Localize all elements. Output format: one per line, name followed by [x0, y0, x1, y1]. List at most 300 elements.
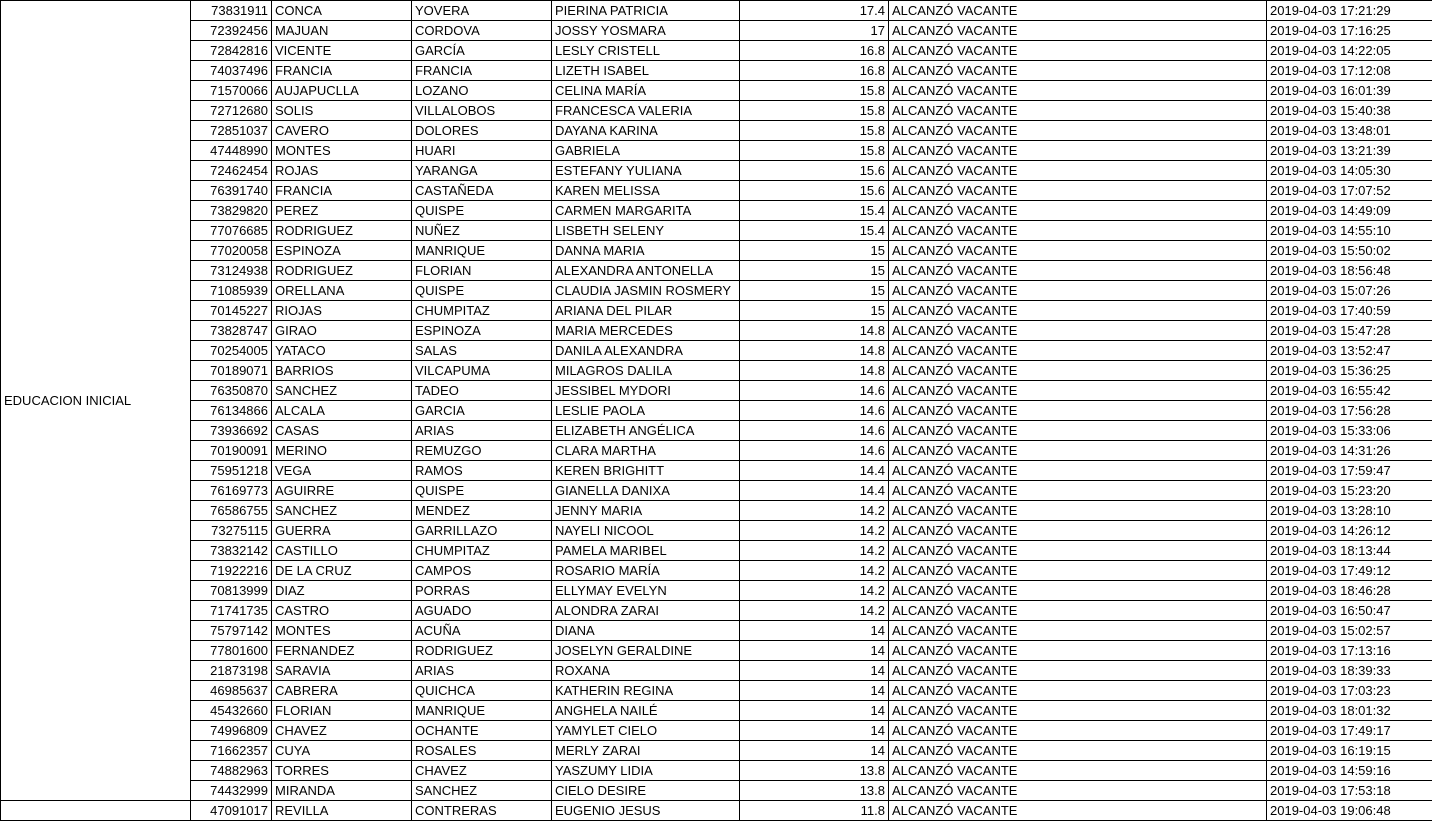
timestamp-cell[interactable]: 2019-04-03 18:13:44: [1267, 541, 1432, 561]
paternal-surname-cell[interactable]: YATACO: [272, 341, 412, 361]
maternal-surname-cell[interactable]: YARANGA: [412, 161, 552, 181]
maternal-surname-cell[interactable]: CHAVEZ: [412, 761, 552, 781]
maternal-surname-cell[interactable]: CAMPOS: [412, 561, 552, 581]
paternal-surname-cell[interactable]: PEREZ: [272, 201, 412, 221]
paternal-surname-cell[interactable]: CONCA: [272, 1, 412, 21]
score-cell[interactable]: 14.2: [740, 561, 889, 581]
maternal-surname-cell[interactable]: SANCHEZ: [412, 781, 552, 801]
paternal-surname-cell[interactable]: FERNANDEZ: [272, 641, 412, 661]
maternal-surname-cell[interactable]: MENDEZ: [412, 501, 552, 521]
table-row: [1, 461, 1432, 481]
table-row: [1, 101, 1432, 121]
dni-cell[interactable]: 71085939: [191, 281, 272, 301]
given-names-cell[interactable]: FRANCESCA VALERIA: [552, 101, 740, 121]
score-cell[interactable]: 14.2: [740, 581, 889, 601]
score-cell[interactable]: 17.4: [740, 1, 889, 21]
given-names-cell[interactable]: MILAGROS DALILA: [552, 361, 740, 381]
timestamp-cell[interactable]: 2019-04-03 13:52:47: [1267, 341, 1432, 361]
score-cell[interactable]: 16.8: [740, 41, 889, 61]
score-cell[interactable]: 15.8: [740, 101, 889, 121]
status-cell[interactable]: ALCANZÓ VACANTE: [889, 601, 1267, 621]
maternal-surname-cell[interactable]: NUÑEZ: [412, 221, 552, 241]
timestamp-cell[interactable]: 2019-04-03 14:55:10: [1267, 221, 1432, 241]
given-names-cell[interactable]: PAMELA MARIBEL: [552, 541, 740, 561]
paternal-surname-cell[interactable]: BARRIOS: [272, 361, 412, 381]
score-cell[interactable]: 14: [740, 721, 889, 741]
timestamp-cell[interactable]: 2019-04-03 13:48:01: [1267, 121, 1432, 141]
given-names-cell[interactable]: ALONDRA ZARAI: [552, 601, 740, 621]
score-cell[interactable]: 14.6: [740, 421, 889, 441]
paternal-surname-cell[interactable]: GIRAO: [272, 321, 412, 341]
given-names-cell[interactable]: DIANA: [552, 621, 740, 641]
status-cell[interactable]: ALCANZÓ VACANTE: [889, 281, 1267, 301]
maternal-surname-cell[interactable]: ESPINOZA: [412, 321, 552, 341]
paternal-surname-cell[interactable]: CAVERO: [272, 121, 412, 141]
score-cell[interactable]: 14.2: [740, 541, 889, 561]
dni-cell[interactable]: 45432660: [191, 701, 272, 721]
status-cell[interactable]: ALCANZÓ VACANTE: [889, 621, 1267, 641]
maternal-surname-cell[interactable]: VILLALOBOS: [412, 101, 552, 121]
given-names-cell[interactable]: DANILA ALEXANDRA: [552, 341, 740, 361]
given-names-cell[interactable]: GIANELLA DANIXA: [552, 481, 740, 501]
status-cell[interactable]: ALCANZÓ VACANTE: [889, 261, 1267, 281]
dni-cell[interactable]: 77801600: [191, 641, 272, 661]
maternal-surname-cell[interactable]: FLORIAN: [412, 261, 552, 281]
paternal-surname-cell[interactable]: SANCHEZ: [272, 381, 412, 401]
maternal-surname-cell[interactable]: GARRILLAZO: [412, 521, 552, 541]
score-cell[interactable]: 15.8: [740, 81, 889, 101]
maternal-surname-cell[interactable]: RAMOS: [412, 461, 552, 481]
maternal-surname-cell[interactable]: MANRIQUE: [412, 241, 552, 261]
score-cell[interactable]: 15.8: [740, 121, 889, 141]
timestamp-cell[interactable]: 2019-04-03 17:56:28: [1267, 401, 1432, 421]
score-cell[interactable]: 14.8: [740, 341, 889, 361]
maternal-surname-cell[interactable]: DOLORES: [412, 121, 552, 141]
score-cell[interactable]: 14.6: [740, 401, 889, 421]
dni-cell[interactable]: 46985637: [191, 681, 272, 701]
timestamp-cell[interactable]: 2019-04-03 18:39:33: [1267, 661, 1432, 681]
given-names-cell[interactable]: JESSIBEL MYDORI: [552, 381, 740, 401]
paternal-surname-cell[interactable]: TORRES: [272, 761, 412, 781]
timestamp-cell[interactable]: 2019-04-03 15:40:38: [1267, 101, 1432, 121]
score-cell[interactable]: 14: [740, 741, 889, 761]
dni-cell[interactable]: 72392456: [191, 21, 272, 41]
paternal-surname-cell[interactable]: CASTILLO: [272, 541, 412, 561]
paternal-surname-cell[interactable]: MAJUAN: [272, 21, 412, 41]
maternal-surname-cell[interactable]: ACUÑA: [412, 621, 552, 641]
maternal-surname-cell[interactable]: SALAS: [412, 341, 552, 361]
maternal-surname-cell[interactable]: CASTAÑEDA: [412, 181, 552, 201]
maternal-surname-cell[interactable]: FRANCIA: [412, 61, 552, 81]
table-row: [1, 481, 1432, 501]
dni-cell[interactable]: 73831911: [191, 1, 272, 21]
table-row: [1, 741, 1432, 761]
dni-cell[interactable]: 71922216: [191, 561, 272, 581]
status-cell[interactable]: ALCANZÓ VACANTE: [889, 161, 1267, 181]
status-cell[interactable]: ALCANZÓ VACANTE: [889, 761, 1267, 781]
given-names-cell[interactable]: ELLYMAY EVELYN: [552, 581, 740, 601]
dni-cell[interactable]: 70190091: [191, 441, 272, 461]
paternal-surname-cell[interactable]: ESPINOZA: [272, 241, 412, 261]
score-cell[interactable]: 14.2: [740, 601, 889, 621]
status-cell[interactable]: ALCANZÓ VACANTE: [889, 301, 1267, 321]
table-row: [1, 81, 1432, 101]
maternal-surname-cell[interactable]: REMUZGO: [412, 441, 552, 461]
paternal-surname-cell[interactable]: ALCALA: [272, 401, 412, 421]
status-cell[interactable]: ALCANZÓ VACANTE: [889, 741, 1267, 761]
status-cell[interactable]: ALCANZÓ VACANTE: [889, 361, 1267, 381]
score-cell[interactable]: 14.4: [740, 481, 889, 501]
timestamp-cell[interactable]: 2019-04-03 14:31:26: [1267, 441, 1432, 461]
paternal-surname-cell[interactable]: ROJAS: [272, 161, 412, 181]
table-row: [1, 701, 1432, 721]
dni-cell[interactable]: 75797142: [191, 621, 272, 641]
dni-cell[interactable]: 74432999: [191, 781, 272, 801]
given-names-cell[interactable]: CELINA MARÍA: [552, 81, 740, 101]
given-names-cell[interactable]: GABRIELA: [552, 141, 740, 161]
maternal-surname-cell[interactable]: OCHANTE: [412, 721, 552, 741]
given-names-cell[interactable]: LESLIE PAOLA: [552, 401, 740, 421]
paternal-surname-cell[interactable]: RODRIGUEZ: [272, 261, 412, 281]
paternal-surname-cell[interactable]: FRANCIA: [272, 61, 412, 81]
given-names-cell[interactable]: NAYELI NICOOL: [552, 521, 740, 541]
given-names-cell[interactable]: LISBETH SELENY: [552, 221, 740, 241]
timestamp-cell[interactable]: 2019-04-03 14:22:05: [1267, 41, 1432, 61]
paternal-surname-cell[interactable]: AGUIRRE: [272, 481, 412, 501]
score-cell[interactable]: 14.8: [740, 361, 889, 381]
score-cell[interactable]: 15.4: [740, 221, 889, 241]
dni-cell[interactable]: 76350870: [191, 381, 272, 401]
given-names-cell[interactable]: CLARA MARTHA: [552, 441, 740, 461]
timestamp-cell[interactable]: 2019-04-03 18:56:48: [1267, 261, 1432, 281]
paternal-surname-cell[interactable]: VICENTE: [272, 41, 412, 61]
status-cell[interactable]: ALCANZÓ VACANTE: [889, 661, 1267, 681]
dni-cell[interactable]: 72842816: [191, 41, 272, 61]
dni-cell[interactable]: 71570066: [191, 81, 272, 101]
score-cell[interactable]: 15: [740, 281, 889, 301]
empty-area-cell[interactable]: [1, 801, 191, 821]
score-cell[interactable]: 14.8: [740, 321, 889, 341]
score-cell[interactable]: 15.8: [740, 141, 889, 161]
paternal-surname-cell[interactable]: MONTES: [272, 621, 412, 641]
given-names-cell[interactable]: DAYANA KARINA: [552, 121, 740, 141]
dni-cell[interactable]: 70813999: [191, 581, 272, 601]
paternal-surname-cell[interactable]: MONTES: [272, 141, 412, 161]
paternal-surname-cell[interactable]: MERINO: [272, 441, 412, 461]
dni-cell[interactable]: 77076685: [191, 221, 272, 241]
timestamp-cell[interactable]: 2019-04-03 15:02:57: [1267, 621, 1432, 641]
status-cell[interactable]: ALCANZÓ VACANTE: [889, 181, 1267, 201]
timestamp-cell[interactable]: 2019-04-03 13:28:10: [1267, 501, 1432, 521]
given-names-cell[interactable]: KATHERIN REGINA: [552, 681, 740, 701]
given-names-cell[interactable]: ALEXANDRA ANTONELLA: [552, 261, 740, 281]
paternal-surname-cell[interactable]: CASTRO: [272, 601, 412, 621]
paternal-surname-cell[interactable]: DIAZ: [272, 581, 412, 601]
timestamp-cell[interactable]: 2019-04-03 17:40:59: [1267, 301, 1432, 321]
maternal-surname-cell[interactable]: CHUMPITAZ: [412, 541, 552, 561]
status-cell[interactable]: ALCANZÓ VACANTE: [889, 1, 1267, 21]
maternal-surname-cell[interactable]: AGUADO: [412, 601, 552, 621]
maternal-surname-cell[interactable]: TADEO: [412, 381, 552, 401]
paternal-surname-cell[interactable]: FLORIAN: [272, 701, 412, 721]
given-names-cell[interactable]: CLAUDIA JASMIN ROSMERY: [552, 281, 740, 301]
status-cell[interactable]: ALCANZÓ VACANTE: [889, 561, 1267, 581]
score-cell[interactable]: 14.6: [740, 381, 889, 401]
status-cell[interactable]: ALCANZÓ VACANTE: [889, 801, 1267, 821]
maternal-surname-cell[interactable]: HUARI: [412, 141, 552, 161]
dni-cell[interactable]: 73936692: [191, 421, 272, 441]
timestamp-cell[interactable]: 2019-04-03 19:06:48: [1267, 801, 1432, 821]
given-names-cell[interactable]: ANGHELA NAILÉ: [552, 701, 740, 721]
timestamp-cell[interactable]: 2019-04-03 17:53:18: [1267, 781, 1432, 801]
score-cell[interactable]: 15: [740, 301, 889, 321]
timestamp-cell[interactable]: 2019-04-03 17:07:52: [1267, 181, 1432, 201]
score-cell[interactable]: 14: [740, 701, 889, 721]
timestamp-cell[interactable]: 2019-04-03 15:33:06: [1267, 421, 1432, 441]
paternal-surname-cell[interactable]: MIRANDA: [272, 781, 412, 801]
status-cell[interactable]: ALCANZÓ VACANTE: [889, 481, 1267, 501]
paternal-surname-cell[interactable]: DE LA CRUZ: [272, 561, 412, 581]
score-cell[interactable]: 14.2: [740, 521, 889, 541]
timestamp-cell[interactable]: 2019-04-03 17:49:17: [1267, 721, 1432, 741]
status-cell[interactable]: ALCANZÓ VACANTE: [889, 401, 1267, 421]
timestamp-cell[interactable]: 2019-04-03 18:46:28: [1267, 581, 1432, 601]
score-cell[interactable]: 15: [740, 241, 889, 261]
status-cell[interactable]: ALCANZÓ VACANTE: [889, 41, 1267, 61]
paternal-surname-cell[interactable]: AUJAPUCLLA: [272, 81, 412, 101]
maternal-surname-cell[interactable]: QUISPE: [412, 201, 552, 221]
dni-cell[interactable]: 70254005: [191, 341, 272, 361]
maternal-surname-cell[interactable]: CONTRERAS: [412, 801, 552, 821]
status-cell[interactable]: ALCANZÓ VACANTE: [889, 141, 1267, 161]
given-names-cell[interactable]: CIELO DESIRE: [552, 781, 740, 801]
status-cell[interactable]: ALCANZÓ VACANTE: [889, 201, 1267, 221]
paternal-surname-cell[interactable]: CASAS: [272, 421, 412, 441]
timestamp-cell[interactable]: 2019-04-03 16:19:15: [1267, 741, 1432, 761]
status-cell[interactable]: ALCANZÓ VACANTE: [889, 421, 1267, 441]
given-names-cell[interactable]: KAREN MELISSA: [552, 181, 740, 201]
score-cell[interactable]: 15.6: [740, 181, 889, 201]
timestamp-cell[interactable]: 2019-04-03 17:03:23: [1267, 681, 1432, 701]
given-names-cell[interactable]: YASZUMY LIDIA: [552, 761, 740, 781]
maternal-surname-cell[interactable]: VILCAPUMA: [412, 361, 552, 381]
maternal-surname-cell[interactable]: CHUMPITAZ: [412, 301, 552, 321]
given-names-cell[interactable]: LESLY CRISTELL: [552, 41, 740, 61]
status-cell[interactable]: ALCANZÓ VACANTE: [889, 721, 1267, 741]
given-names-cell[interactable]: LIZETH ISABEL: [552, 61, 740, 81]
status-cell[interactable]: ALCANZÓ VACANTE: [889, 501, 1267, 521]
given-names-cell[interactable]: JOSSY YOSMARA: [552, 21, 740, 41]
score-cell[interactable]: 14.6: [740, 441, 889, 461]
paternal-surname-cell[interactable]: SANCHEZ: [272, 501, 412, 521]
dni-cell[interactable]: 74037496: [191, 61, 272, 81]
dni-cell[interactable]: 73832142: [191, 541, 272, 561]
timestamp-cell[interactable]: 2019-04-03 16:01:39: [1267, 81, 1432, 101]
score-cell[interactable]: 15: [740, 261, 889, 281]
given-names-cell[interactable]: MERLY ZARAI: [552, 741, 740, 761]
dni-cell[interactable]: 70145227: [191, 301, 272, 321]
score-cell[interactable]: 14.2: [740, 501, 889, 521]
score-cell[interactable]: 14: [740, 661, 889, 681]
dni-cell[interactable]: 73828747: [191, 321, 272, 341]
timestamp-cell[interactable]: 2019-04-03 17:59:47: [1267, 461, 1432, 481]
maternal-surname-cell[interactable]: QUICHCA: [412, 681, 552, 701]
status-cell[interactable]: ALCANZÓ VACANTE: [889, 81, 1267, 101]
timestamp-cell[interactable]: 2019-04-03 17:49:12: [1267, 561, 1432, 581]
dni-cell[interactable]: 72712680: [191, 101, 272, 121]
timestamp-cell[interactable]: 2019-04-03 17:16:25: [1267, 21, 1432, 41]
table-row: [1, 141, 1432, 161]
paternal-surname-cell[interactable]: RODRIGUEZ: [272, 221, 412, 241]
dni-cell[interactable]: 71741735: [191, 601, 272, 621]
given-names-cell[interactable]: DANNA MARIA: [552, 241, 740, 261]
timestamp-cell[interactable]: 2019-04-03 14:59:16: [1267, 761, 1432, 781]
table-row: [1, 341, 1432, 361]
timestamp-cell[interactable]: 2019-04-03 17:12:08: [1267, 61, 1432, 81]
status-cell[interactable]: ALCANZÓ VACANTE: [889, 541, 1267, 561]
timestamp-cell[interactable]: 2019-04-03 16:55:42: [1267, 381, 1432, 401]
given-names-cell[interactable]: ELIZABETH ANGÉLICA: [552, 421, 740, 441]
dni-cell[interactable]: 47448990: [191, 141, 272, 161]
dni-cell[interactable]: 71662357: [191, 741, 272, 761]
given-names-cell[interactable]: ROSARIO MARÍA: [552, 561, 740, 581]
status-cell[interactable]: ALCANZÓ VACANTE: [889, 341, 1267, 361]
status-cell[interactable]: ALCANZÓ VACANTE: [889, 241, 1267, 261]
paternal-surname-cell[interactable]: RIOJAS: [272, 301, 412, 321]
dni-cell[interactable]: 73124938: [191, 261, 272, 281]
timestamp-cell[interactable]: 2019-04-03 15:07:26: [1267, 281, 1432, 301]
dni-cell[interactable]: 21873198: [191, 661, 272, 681]
paternal-surname-cell[interactable]: FRANCIA: [272, 181, 412, 201]
maternal-surname-cell[interactable]: YOVERA: [412, 1, 552, 21]
timestamp-cell[interactable]: 2019-04-03 15:50:02: [1267, 241, 1432, 261]
paternal-surname-cell[interactable]: ORELLANA: [272, 281, 412, 301]
given-names-cell[interactable]: MARIA MERCEDES: [552, 321, 740, 341]
paternal-surname-cell[interactable]: CUYA: [272, 741, 412, 761]
score-cell[interactable]: 14: [740, 621, 889, 641]
maternal-surname-cell[interactable]: GARCIA: [412, 401, 552, 421]
given-names-cell[interactable]: ROXANA: [552, 661, 740, 681]
maternal-surname-cell[interactable]: QUISPE: [412, 481, 552, 501]
maternal-surname-cell[interactable]: GARCÍA: [412, 41, 552, 61]
dni-cell[interactable]: 76134866: [191, 401, 272, 421]
status-cell[interactable]: ALCANZÓ VACANTE: [889, 781, 1267, 801]
dni-cell[interactable]: 73829820: [191, 201, 272, 221]
maternal-surname-cell[interactable]: LOZANO: [412, 81, 552, 101]
dni-cell[interactable]: 74882963: [191, 761, 272, 781]
score-cell[interactable]: 14: [740, 681, 889, 701]
timestamp-cell[interactable]: 2019-04-03 16:50:47: [1267, 601, 1432, 621]
dni-cell[interactable]: 47091017: [191, 801, 272, 821]
timestamp-cell[interactable]: 2019-04-03 17:13:16: [1267, 641, 1432, 661]
dni-cell[interactable]: 70189071: [191, 361, 272, 381]
score-cell[interactable]: 17: [740, 21, 889, 41]
paternal-surname-cell[interactable]: CHAVEZ: [272, 721, 412, 741]
table-row: [1, 601, 1432, 621]
table-row: [1, 441, 1432, 461]
timestamp-cell[interactable]: 2019-04-03 13:21:39: [1267, 141, 1432, 161]
table-row: [1, 501, 1432, 521]
area-cell[interactable]: EDUCACION INICIAL: [1, 1, 191, 801]
maternal-surname-cell[interactable]: ARIAS: [412, 661, 552, 681]
timestamp-cell[interactable]: 2019-04-03 18:01:32: [1267, 701, 1432, 721]
dni-cell[interactable]: 76391740: [191, 181, 272, 201]
score-cell[interactable]: 13.8: [740, 781, 889, 801]
given-names-cell[interactable]: CARMEN MARGARITA: [552, 201, 740, 221]
maternal-surname-cell[interactable]: QUISPE: [412, 281, 552, 301]
given-names-cell[interactable]: JOSELYN GERALDINE: [552, 641, 740, 661]
timestamp-cell[interactable]: 2019-04-03 14:49:09: [1267, 201, 1432, 221]
given-names-cell[interactable]: JENNY MARIA: [552, 501, 740, 521]
paternal-surname-cell[interactable]: SARAVIA: [272, 661, 412, 681]
given-names-cell[interactable]: PIERINA PATRICIA: [552, 1, 740, 21]
maternal-surname-cell[interactable]: CORDOVA: [412, 21, 552, 41]
timestamp-cell[interactable]: 2019-04-03 15:23:20: [1267, 481, 1432, 501]
dni-cell[interactable]: 77020058: [191, 241, 272, 261]
given-names-cell[interactable]: KEREN BRIGHITT: [552, 461, 740, 481]
score-cell[interactable]: 14.4: [740, 461, 889, 481]
given-names-cell[interactable]: YAMYLET CIELO: [552, 721, 740, 741]
status-cell[interactable]: ALCANZÓ VACANTE: [889, 321, 1267, 341]
status-cell[interactable]: ALCANZÓ VACANTE: [889, 381, 1267, 401]
score-cell[interactable]: 11.8: [740, 801, 889, 821]
dni-cell[interactable]: 75951218: [191, 461, 272, 481]
maternal-surname-cell[interactable]: MANRIQUE: [412, 701, 552, 721]
timestamp-cell[interactable]: 2019-04-03 14:26:12: [1267, 521, 1432, 541]
maternal-surname-cell[interactable]: RODRIGUEZ: [412, 641, 552, 661]
status-cell[interactable]: ALCANZÓ VACANTE: [889, 221, 1267, 241]
paternal-surname-cell[interactable]: GUERRA: [272, 521, 412, 541]
status-cell[interactable]: ALCANZÓ VACANTE: [889, 101, 1267, 121]
dni-cell[interactable]: 73275115: [191, 521, 272, 541]
given-names-cell[interactable]: ARIANA DEL PILAR: [552, 301, 740, 321]
paternal-surname-cell[interactable]: REVILLA: [272, 801, 412, 821]
dni-cell[interactable]: 74996809: [191, 721, 272, 741]
status-cell[interactable]: ALCANZÓ VACANTE: [889, 521, 1267, 541]
score-cell[interactable]: 15.4: [740, 201, 889, 221]
maternal-surname-cell[interactable]: PORRAS: [412, 581, 552, 601]
paternal-surname-cell[interactable]: VEGA: [272, 461, 412, 481]
status-cell[interactable]: ALCANZÓ VACANTE: [889, 581, 1267, 601]
dni-cell[interactable]: 72851037: [191, 121, 272, 141]
dni-cell[interactable]: 76169773: [191, 481, 272, 501]
status-cell[interactable]: ALCANZÓ VACANTE: [889, 441, 1267, 461]
timestamp-cell[interactable]: 2019-04-03 15:47:28: [1267, 321, 1432, 341]
timestamp-cell[interactable]: 2019-04-03 15:36:25: [1267, 361, 1432, 381]
maternal-surname-cell[interactable]: ARIAS: [412, 421, 552, 441]
given-names-cell[interactable]: EUGENIO JESUS: [552, 801, 740, 821]
status-cell[interactable]: ALCANZÓ VACANTE: [889, 121, 1267, 141]
status-cell[interactable]: ALCANZÓ VACANTE: [889, 641, 1267, 661]
status-cell[interactable]: ALCANZÓ VACANTE: [889, 701, 1267, 721]
status-cell[interactable]: ALCANZÓ VACANTE: [889, 681, 1267, 701]
timestamp-cell[interactable]: 2019-04-03 17:21:29: [1267, 1, 1432, 21]
given-names-cell[interactable]: ESTEFANY YULIANA: [552, 161, 740, 181]
timestamp-cell[interactable]: 2019-04-03 14:05:30: [1267, 161, 1432, 181]
paternal-surname-cell[interactable]: CABRERA: [272, 681, 412, 701]
maternal-surname-cell[interactable]: ROSALES: [412, 741, 552, 761]
score-cell[interactable]: 15.6: [740, 161, 889, 181]
dni-cell[interactable]: 72462454: [191, 161, 272, 181]
status-cell[interactable]: ALCANZÓ VACANTE: [889, 21, 1267, 41]
dni-cell[interactable]: 76586755: [191, 501, 272, 521]
score-cell[interactable]: 16.8: [740, 61, 889, 81]
score-cell[interactable]: 13.8: [740, 761, 889, 781]
status-cell[interactable]: ALCANZÓ VACANTE: [889, 61, 1267, 81]
paternal-surname-cell[interactable]: SOLIS: [272, 101, 412, 121]
status-cell[interactable]: ALCANZÓ VACANTE: [889, 461, 1267, 481]
score-cell[interactable]: 14: [740, 641, 889, 661]
